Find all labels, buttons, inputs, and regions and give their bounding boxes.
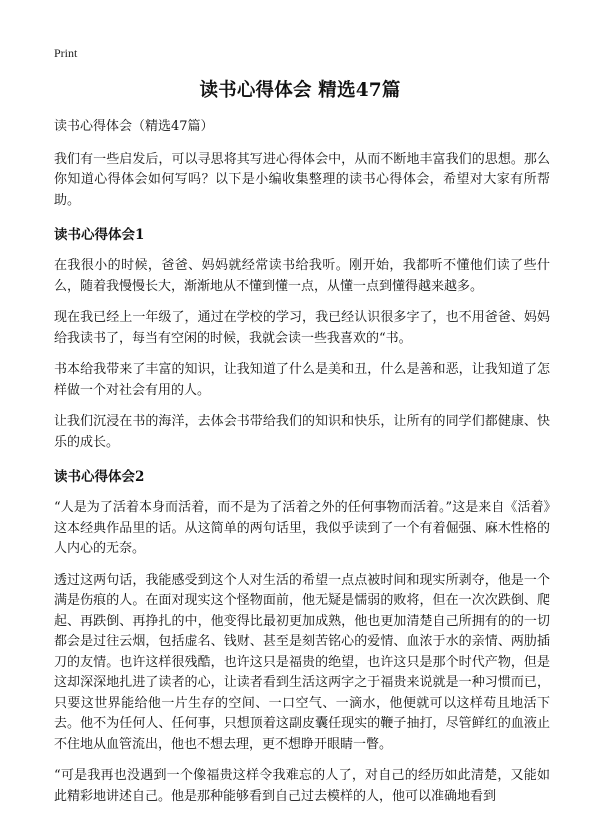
document-title: 读书心得体会 精选47篇 [199,80,401,101]
section-1-paragraph-4: 让我们沉浸在书的海洋，去体会书带给我们的知识和快乐，让所有的同学们都健康、快乐的成长。 [54,414,550,450]
section-heading-2: 读书心得体会2 [54,469,145,485]
section-1-paragraph-1: 在我很小的时候，爸爸、妈妈就经常读书给我听。刚开始，我都听不懂他们读了些什么，随着我慢慢长大，渐渐地从不懂到懂一点，从懂一点到懂得越来越多。 [54,258,550,294]
intro-paragraph: 我们有一些启发后，可以寻思将其写进心得体会中，从而不断地丰富我们的思想。那么你知道心得体会如何写吗？以下是小编收集整理的读书心得体会，希望对大家有所帮助。 [54,151,550,208]
print-link[interactable]: Print [54,46,78,60]
section-1-paragraph-3: 书本给我带来了丰富的知识，让我知道了什么是美和丑，什么是善和恶，让我知道了怎样做一个对社会有用的人。 [54,362,550,398]
section-1-paragraph-2: 现在我已经上一年级了，通过在学校的学习，我已经认识很多字了，也不用爸爸、妈妈给我读书了，每当有空闲的时候，我就会读一些我喜欢的“书。 [54,310,550,346]
section-2-paragraph-1: “人是为了活着本身而活着，而不是为了活着之外的任何事物而活着。”这是来自《活着》这本经典作品里的话。从这简单的两句话里，我似乎读到了一个有着倔强、麻木性格的人内心的无奈。 [54,500,550,556]
section-2-paragraph-3: “可是我再也没遇到一个像福贵这样令我难忘的人了，对自己的经历如此清楚，又能如此精彩地讲述自己。他是那种能够看到自己过去模样的人，他可以准确地看到 [54,768,550,804]
article-subtitle: 读书心得体会（精选47篇） [54,119,214,134]
article-body [54,117,550,818]
section-2-paragraph-2: 透过这两句话，我能感受到这个人对生活的希望一点点被时间和现实所剥夺，他是一个满是伤痕的人。在面对现实这个怪物面前，他无疑是懦弱的败将，但在一次次跌倒、爬起、再跌倒、再挣扎的中，他变得比最初更加成熟，他也更加清楚自己所拥有的的一切都会是过往云烟，包括虚名、钱财、甚至是刻苦铭心的爱情、血浓于水的亲情、两肋插刀的友情。也许这样很残酷，也许这只是福贵的绝望，也许这只是那个时代产物，但是这却深深地扎进了读者的心，让读者看到生活这两字之于福贵来说就是一种习惯而已，只要这世界能给他一片生存的空间、一口空气、一滴水，他便就可以这样苟且地活下去。他不为任何人、任何事，只想顶着这副皮囊任现实的鞭子抽打，尽管鲜红的血液止不住地从血管流出，他也不想去理，更不想睁开眼睛一瞥。 [54,572,550,752]
section-heading-1: 读书心得体会1 [54,227,145,243]
